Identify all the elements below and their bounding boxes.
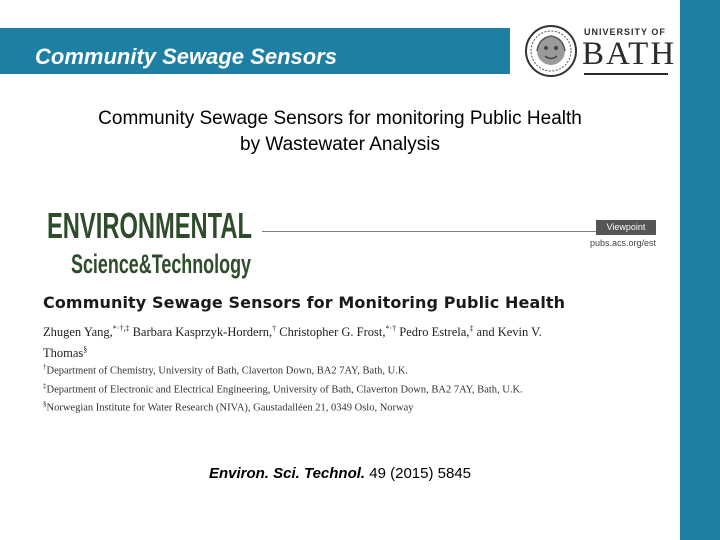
journal-header-rule bbox=[262, 231, 596, 232]
est-journal-logo bbox=[45, 198, 255, 278]
affiliation-item bbox=[43, 360, 603, 379]
author-name: Zhugen Yang, bbox=[43, 325, 113, 340]
author-name: Barbara Kasprzyk-Hordern, bbox=[129, 325, 273, 340]
est-logo-line1: ENVIRONMENTAL bbox=[47, 205, 252, 246]
author-marks: *·† bbox=[385, 324, 397, 333]
affiliation-text: Department of Electronic and Electrical Engineering, University of Bath, Claverton Down, BA2 7AY, Bath, U.K. bbox=[46, 384, 523, 395]
author-name: Pedro Estrela, bbox=[396, 325, 470, 340]
logo-bath: BATH bbox=[582, 36, 677, 72]
slide-header-title: Community Sewage Sensors bbox=[35, 44, 337, 69]
right-accent-strip bbox=[680, 0, 720, 540]
citation bbox=[0, 465, 680, 482]
affiliation-text: Department of Chemistry, University of Bath, Claverton Down, BA2 7AY, Bath, U.K. bbox=[46, 365, 409, 377]
paper-affiliations bbox=[43, 360, 603, 416]
paper-authors bbox=[43, 320, 573, 362]
bath-seal-icon bbox=[524, 24, 578, 78]
affiliation-mark: ‡ bbox=[43, 381, 47, 390]
affiliation-mark: † bbox=[43, 363, 47, 371]
author-name: and Kevin V. Thomas bbox=[43, 325, 542, 361]
citation-details: (2015) 5845 bbox=[390, 465, 472, 482]
affiliation-item bbox=[43, 397, 603, 416]
journal-url: pubs.acs.org/est bbox=[589, 238, 656, 248]
logo-underline bbox=[584, 73, 668, 75]
author-marks: *·†,‡ bbox=[112, 324, 130, 333]
main-title-line2: by Wastewater Analysis bbox=[240, 134, 440, 155]
citation-volume: 49 bbox=[369, 465, 386, 482]
paper-title: Community Sewage Sensors for Monitoring Public Health bbox=[43, 293, 566, 312]
affiliation-text: Norwegian Institute for Water Research (NIVA), Gaustadalléen 21, 0349 Oslo, Norway bbox=[46, 402, 414, 414]
author-marks: § bbox=[83, 345, 88, 355]
viewpoint-tag: Viewpoint bbox=[596, 220, 656, 235]
affiliation-item bbox=[43, 379, 603, 398]
affiliation-mark: § bbox=[43, 400, 47, 408]
author-marks: † bbox=[272, 324, 277, 333]
est-logo-line2: Science&Technology bbox=[71, 249, 251, 279]
citation-journal: Environ. Sci. Technol. bbox=[208, 465, 366, 482]
main-title-line1: Community Sewage Sensors for monitoring Public Health bbox=[98, 108, 582, 129]
logo-university-of: UNIVERSITY OF bbox=[584, 27, 666, 37]
slide-main-title bbox=[0, 106, 680, 158]
author-name: Christopher G. Frost, bbox=[276, 325, 386, 340]
author-marks: ‡ bbox=[469, 324, 474, 333]
university-of-bath-logo bbox=[524, 24, 677, 78]
